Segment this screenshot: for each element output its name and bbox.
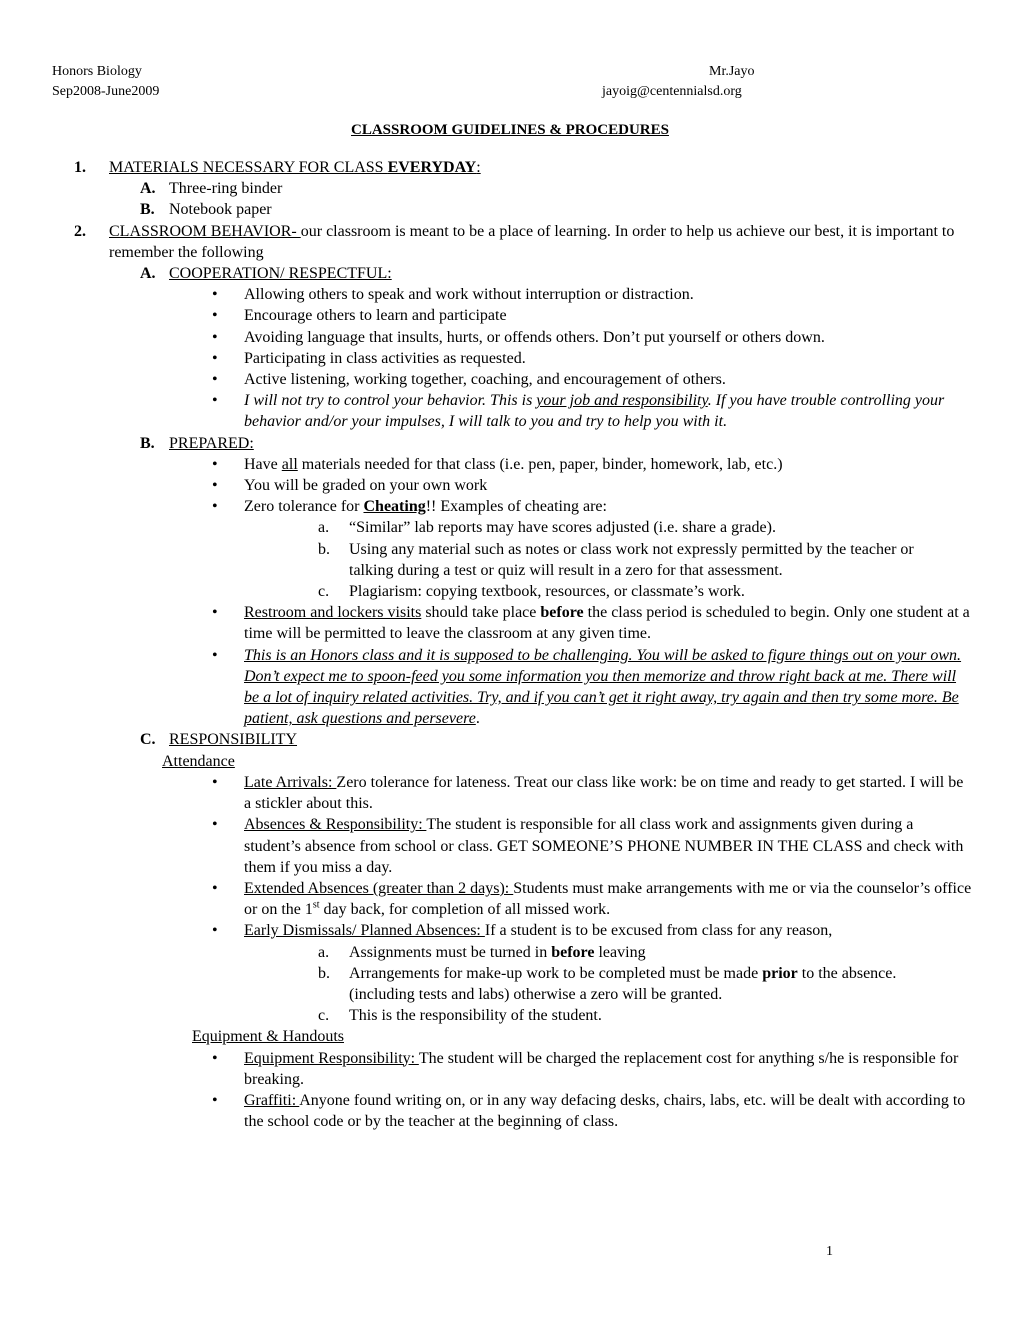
bullet-icon: •: [212, 879, 218, 897]
bullet-icon: •: [212, 1091, 218, 1109]
bullet-icon: •: [212, 455, 218, 473]
section-number: 2.: [74, 222, 86, 240]
bullet-icon: •: [212, 286, 218, 304]
bullet-item: • Participating in class activities as requested.: [0, 348, 1020, 369]
list-item: B. Notebook paper: [140, 201, 272, 219]
bullet-icon: •: [212, 1049, 218, 1067]
lettered-item: a. Assignments must be turned in before leaving: [318, 943, 646, 961]
bullet-icon: •: [212, 816, 218, 834]
bullet-item: • Restroom and lockers visits should take place before the class period is scheduled to begin. Only one student at a time will be permitted to leave the classroom at any given time.: [212, 604, 970, 643]
bullet-icon: •: [212, 773, 218, 791]
lettered-item: a. “Similar” lab reports may have scores adjusted (i.e. share a grade).: [318, 519, 776, 537]
page-title: CLASSROOM GUIDELINES & PROCEDURES: [351, 122, 669, 138]
bullet-icon: •: [212, 371, 218, 389]
bullet-icon: •: [212, 328, 218, 346]
document-body: [0, 157, 1020, 1132]
page-number: 1: [826, 1244, 833, 1259]
school-year: Sep2008-June2009: [52, 84, 160, 99]
section-number: 1.: [74, 159, 86, 176]
bullet-item: • Zero tolerance for Cheating!! Examples of cheating are:: [0, 496, 1020, 517]
course-name: Honors Biology: [52, 64, 142, 79]
bullet-item: • Extended Absences (greater than 2 days): Students must make arrangements with me or via the counselor’s office or on the 1st day back, for completion of all missed work.: [212, 879, 972, 919]
bullet-item: • I will not try to control your behavior. This is your job and responsibility. If you have trouble controlling your behavior and/or your impulses, I will talk to you and try to help you with it.: [212, 392, 945, 431]
bullet-item: • Equipment Responsibility: The student will be charged the replacement cost for anything s/he is responsible for breaking.: [212, 1049, 959, 1088]
lettered-item: c. Plagiarism: copying textbook, resources, or classmate’s work.: [318, 583, 745, 601]
lettered-item: b. Using any material such as notes or class work not expressly permitted by the teacher or talking during a test or quiz will result in a zero for that assessment.: [318, 540, 914, 579]
section-2-heading: 2. CLASSROOM BEHAVIOR- our classroom is meant to be a place of learning. In order to help us achieve our best, it is important to remember the following: [74, 222, 955, 261]
bullet-item: • Have all materials needed for that class (i.e. pen, paper, binder, homework, lab, etc.): [0, 454, 1020, 475]
bullet-icon: •: [212, 604, 218, 622]
equipment-subheading: Equipment & Handouts: [192, 1028, 344, 1046]
teacher-email: jayoig@centennialsd.org: [602, 84, 742, 99]
bullet-item: • Encourage others to learn and participate: [0, 305, 1020, 326]
bullet-icon: •: [212, 349, 218, 367]
bullet-icon: •: [212, 477, 218, 495]
bullet-item: • Absences & Responsibility: The student is responsible for all class work and assignments given during a student’s absence from school or class. GET SOMEONE’S PHONE NUMBER IN THE CLASS and check with them if you miss a day.: [212, 816, 964, 876]
section-1-heading: 1. MATERIALS NECESSARY FOR CLASS EVERYDAY:: [0, 157, 1020, 178]
subsection-a-heading: A. COOPERATION/ RESPECTFUL:: [140, 265, 392, 283]
bullet-item: • This is an Honors class and it is supposed to be challenging. You will be asked to figure things out on your own. Don’t expect me to spoon-feed you some information you then memorize and throw right back at me. There will be a lot of inquiry related activities. Try, and if you can’t get it right away, try again and then try some more. Be patient, ask questions and persevere.: [212, 646, 962, 728]
bullet-icon: •: [212, 646, 218, 664]
attendance-subheading: Attendance: [162, 752, 235, 770]
bullet-item: • Late Arrivals: Zero tolerance for lateness. Treat our class like work: be on time and ready to get started. I will be a stickler about this.: [212, 773, 964, 813]
bullet-item: • You will be graded on your own work: [0, 475, 1020, 496]
lettered-item: c. This is the responsibility of the student.: [318, 1007, 602, 1025]
bullet-icon: •: [212, 307, 218, 325]
lettered-item: b. Arrangements for make-up work to be completed must be made prior to the absence. (including tests and labs) otherwise a zero will be granted.: [318, 964, 897, 1003]
bullet-item: • Early Dismissals/ Planned Absences: If a student is to be excused from class for any reason,: [0, 920, 1020, 941]
bullet-icon: •: [212, 922, 218, 940]
bullet-icon: •: [212, 392, 218, 410]
bullet-item: • Graffiti: Anyone found writing on, or in any way defacing desks, chairs, labs, etc. will be dealt with according to the school code or by the teacher at the beginning of class.: [212, 1091, 966, 1131]
bullet-item: • Avoiding language that insults, hurts, or offends others. Don’t put yourself or others down.: [0, 327, 1020, 348]
subsection-b-heading: B. PREPARED:: [140, 434, 254, 452]
subsection-c-heading: C. RESPONSIBILITY: [140, 731, 298, 749]
list-item: A. Three-ring binder: [140, 180, 283, 198]
bullet-item: • Active listening, working together, coaching, and encouragement of others.: [0, 369, 1020, 390]
teacher-name: Mr.Jayo: [709, 64, 755, 79]
bullet-icon: •: [212, 498, 218, 516]
bullet-item: • Allowing others to speak and work without interruption or distraction.: [0, 284, 1020, 305]
